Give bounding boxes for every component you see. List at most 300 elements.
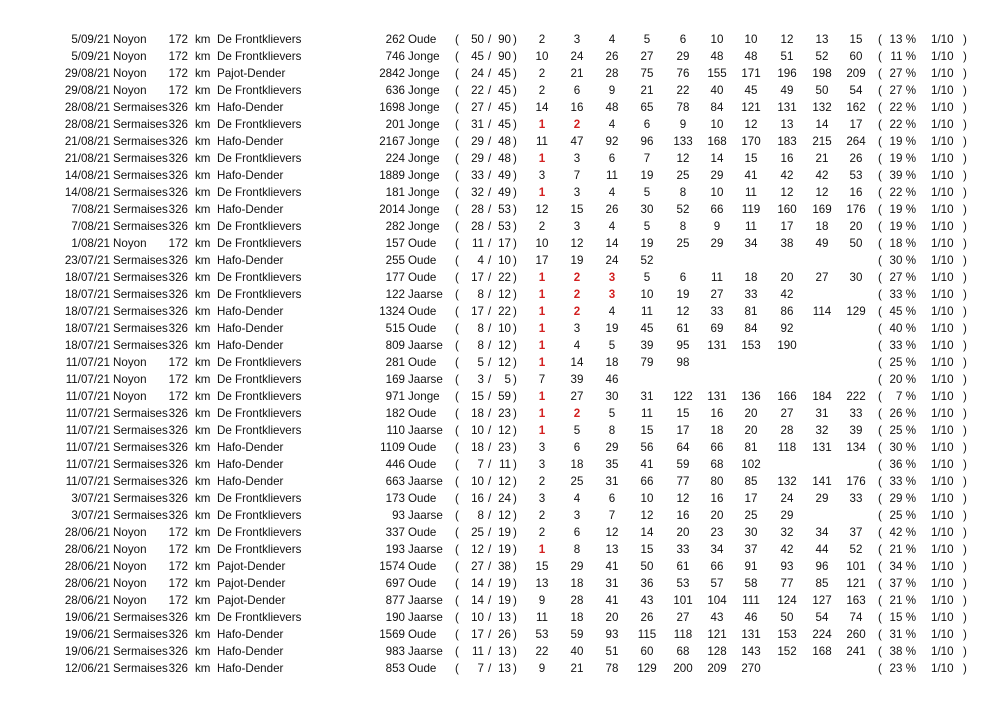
prize-denominator: 45: [498, 101, 511, 114]
count-cell: 262: [385, 33, 405, 46]
place-cell: Sermaises: [113, 271, 168, 284]
placing-value: 24: [570, 50, 584, 63]
placing-value: 39: [849, 424, 863, 437]
placing-value: 169: [812, 203, 832, 216]
placing-value: 33: [849, 407, 863, 420]
place-cell: Sermaises: [113, 628, 168, 641]
percentage-cell: [890, 405, 916, 422]
percentage-cell: [890, 303, 916, 320]
place-cell: Sermaises: [113, 288, 168, 301]
place-cell: Sermaises: [113, 492, 168, 505]
placing-value: 12: [676, 492, 690, 505]
percent-sign: %: [905, 441, 916, 454]
percentage-value: 25: [889, 424, 903, 437]
placing-value: 127: [812, 594, 832, 607]
distance-cell: 326: [168, 509, 188, 522]
date-cell: 11/07/21: [65, 441, 110, 454]
count-cell: 201: [385, 118, 405, 131]
top-placing-value: 3: [608, 288, 616, 301]
ratio-cell: 1/10: [931, 645, 954, 658]
slash: /: [488, 50, 492, 63]
slash: /: [488, 407, 492, 420]
date-cell: 18/07/21: [64, 339, 110, 352]
prize-denominator: 12: [498, 475, 511, 488]
placing-value: 19: [640, 169, 654, 182]
placing-value: 29: [780, 509, 794, 522]
unit-label: km: [195, 203, 211, 216]
placing-value: 52: [815, 50, 829, 63]
close-paren: ): [513, 492, 517, 505]
placing-value: 10: [640, 288, 654, 301]
ratio-cell: 1/10: [931, 254, 954, 267]
percentage-value: 21: [889, 543, 903, 556]
unit-label: km: [195, 475, 211, 488]
close-paren: ): [513, 152, 517, 165]
placing-value: 16: [570, 101, 584, 114]
open-paren: (: [455, 645, 459, 658]
prize-numerator: 31: [471, 118, 484, 131]
placing-value: 98: [676, 356, 690, 369]
date-cell: 28/06/21: [64, 560, 110, 573]
ratio-cell: 1/10: [931, 373, 954, 386]
close-paren: ): [513, 271, 517, 284]
place-cell: Sermaises: [113, 322, 168, 335]
distance-cell: 326: [168, 305, 188, 318]
count-cell: 1889: [379, 169, 405, 182]
close-paren: ): [963, 152, 967, 165]
prize-numerator: 11: [471, 237, 484, 250]
percentage-cell: [890, 626, 916, 643]
count-cell: 809: [385, 339, 405, 352]
percentage-cell: [890, 575, 916, 592]
distance-cell: 326: [168, 169, 188, 182]
open-paren: (: [878, 390, 882, 403]
table-row: [0, 31, 1000, 48]
placing-value: 20: [710, 509, 724, 522]
placing-value: 162: [846, 101, 866, 114]
placing-value: 6: [573, 84, 581, 97]
open-paren: (: [455, 543, 459, 556]
close-paren: ): [513, 84, 517, 97]
place-cell: Sermaises: [113, 407, 168, 420]
slash: /: [488, 492, 492, 505]
percentage-value: 29: [889, 492, 903, 505]
placing-value: 3: [538, 169, 546, 182]
percent-sign: %: [905, 84, 916, 97]
club-cell: Hafo-Dender: [217, 169, 284, 182]
unit-label: km: [195, 305, 211, 318]
placing-value: 209: [846, 67, 866, 80]
close-paren: ): [963, 475, 967, 488]
placing-value: 33: [744, 288, 758, 301]
prize-denominator: 17: [498, 237, 511, 250]
category-cell: Jaarse: [408, 339, 443, 352]
count-cell: 181: [385, 186, 405, 199]
open-paren: (: [455, 356, 459, 369]
close-paren: ): [513, 135, 517, 148]
close-paren: ): [963, 67, 967, 80]
category-cell: Jaarse: [408, 594, 443, 607]
unit-label: km: [195, 271, 211, 284]
percent-sign: %: [905, 390, 916, 403]
distance-cell: 172: [168, 594, 188, 607]
slash: /: [488, 390, 492, 403]
prize-denominator: 10: [498, 322, 511, 335]
placing-value: 29: [605, 441, 619, 454]
club-cell: De Frontklievers: [217, 33, 302, 46]
table-row: [0, 507, 1000, 524]
placing-value: 121: [741, 101, 761, 114]
top-placing-value: 1: [538, 407, 546, 420]
club-cell: Hafo-Dender: [217, 628, 284, 641]
open-paren: (: [878, 543, 882, 556]
percentage-cell: [890, 167, 916, 184]
club-cell: Pajot-Dender: [217, 560, 286, 573]
date-cell: 7/08/21: [71, 203, 110, 216]
percentage-value: 22: [889, 118, 903, 131]
unit-label: km: [195, 560, 211, 573]
count-cell: 93: [392, 509, 405, 522]
ratio-cell: 1/10: [931, 577, 954, 590]
distance-cell: 326: [168, 441, 188, 454]
close-paren: ): [963, 458, 967, 471]
placing-value: 264: [846, 135, 866, 148]
placing-value: 56: [640, 441, 654, 454]
club-cell: De Frontklievers: [217, 84, 302, 97]
percentage-cell: [890, 371, 916, 388]
open-paren: (: [878, 50, 882, 63]
ratio-cell: 1/10: [931, 560, 954, 573]
count-cell: 282: [385, 220, 405, 233]
category-cell: Oude: [408, 492, 437, 505]
placing-value: 28: [605, 67, 619, 80]
club-cell: Hafo-Dender: [217, 305, 284, 318]
open-paren: (: [878, 67, 882, 80]
placing-value: 48: [744, 50, 758, 63]
close-paren: ): [963, 33, 967, 46]
percent-sign: %: [905, 135, 916, 148]
placing-value: 25: [570, 475, 584, 488]
table-row: [0, 371, 1000, 388]
open-paren: (: [878, 322, 882, 335]
placing-value: 6: [643, 118, 651, 131]
placing-value: 131: [777, 101, 797, 114]
placing-value: 3: [573, 220, 581, 233]
placing-value: 31: [605, 475, 619, 488]
club-cell: Hafo-Dender: [217, 203, 284, 216]
distance-cell: 326: [168, 458, 188, 471]
table-row: [0, 626, 1000, 643]
count-cell: 110: [386, 424, 405, 437]
placing-value: 20: [676, 526, 690, 539]
place-cell: Noyon: [113, 84, 147, 97]
percentage-cell: [890, 643, 916, 660]
placing-value: 27: [640, 50, 654, 63]
placing-value: 10: [710, 33, 724, 46]
placing-value: 12: [676, 305, 690, 318]
placing-value: 270: [741, 662, 761, 675]
distance-cell: 172: [168, 84, 188, 97]
prize-denominator: 11: [498, 458, 511, 471]
placing-value: 17: [676, 424, 690, 437]
club-cell: Hafo-Dender: [217, 458, 284, 471]
placing-value: 184: [812, 390, 832, 403]
top-placing-value: 1: [538, 118, 546, 131]
percent-sign: %: [905, 526, 916, 539]
table-row: [0, 184, 1000, 201]
place-cell: Sermaises: [113, 101, 168, 114]
percent-sign: %: [905, 577, 916, 590]
close-paren: ): [513, 475, 517, 488]
slash: /: [488, 322, 492, 335]
placing-value: 166: [777, 390, 797, 403]
place-cell: Sermaises: [113, 118, 168, 131]
open-paren: (: [878, 594, 882, 607]
placing-value: 2: [538, 475, 546, 488]
close-paren: ): [513, 322, 517, 335]
placing-value: 9: [538, 662, 546, 675]
placing-value: 31: [605, 577, 619, 590]
category-cell: Jaarse: [408, 424, 443, 437]
club-cell: Hafo-Dender: [217, 475, 284, 488]
prize-numerator: 22: [471, 84, 484, 97]
slash: /: [488, 373, 492, 386]
percentage-cell: [890, 269, 916, 286]
place-cell: Noyon: [113, 577, 147, 590]
unit-label: km: [195, 492, 211, 505]
slash: /: [488, 662, 492, 675]
placing-value: 20: [744, 407, 758, 420]
prize-denominator: 13: [498, 611, 511, 624]
placing-value: 200: [673, 662, 693, 675]
open-paren: (: [455, 271, 459, 284]
date-cell: 11/07/21: [65, 424, 110, 437]
placing-value: 86: [780, 305, 794, 318]
place-cell: Noyon: [113, 373, 147, 386]
prize-denominator: 5: [504, 373, 511, 386]
slash: /: [488, 611, 492, 624]
percent-sign: %: [905, 322, 916, 335]
date-cell: 11/07/21: [65, 407, 110, 420]
category-cell: Jaarse: [408, 611, 443, 624]
slash: /: [488, 237, 492, 250]
top-placing-value: 1: [538, 390, 546, 403]
prize-denominator: 38: [498, 560, 511, 573]
placing-value: 26: [640, 611, 654, 624]
placing-value: 30: [744, 526, 758, 539]
unit-label: km: [195, 509, 211, 522]
placing-value: 12: [640, 509, 654, 522]
open-paren: (: [455, 67, 459, 80]
placing-value: 10: [535, 50, 549, 63]
open-paren: (: [878, 458, 882, 471]
slash: /: [488, 186, 492, 199]
placing-value: 8: [679, 186, 687, 199]
placing-value: 20: [744, 424, 758, 437]
unit-label: km: [195, 441, 211, 454]
prize-denominator: 12: [498, 288, 511, 301]
percentage-value: 25: [889, 356, 903, 369]
category-cell: Jonge: [408, 50, 440, 63]
placing-value: 12: [780, 33, 794, 46]
placing-value: 170: [741, 135, 761, 148]
placing-value: 17: [744, 492, 758, 505]
count-cell: 515: [385, 322, 405, 335]
percentage-value: 33: [889, 475, 903, 488]
percentage-value: 31: [889, 628, 903, 641]
date-cell: 11/07/21: [65, 373, 110, 386]
prize-denominator: 24: [498, 492, 511, 505]
prize-numerator: 8: [477, 339, 484, 352]
ratio-cell: 1/10: [931, 594, 954, 607]
percent-sign: %: [905, 203, 916, 216]
percent-sign: %: [905, 237, 916, 250]
club-cell: De Frontklievers: [217, 543, 302, 556]
percentage-cell: [890, 82, 916, 99]
date-cell: 28/08/21: [64, 101, 110, 114]
ratio-cell: 1/10: [931, 67, 954, 80]
placing-value: 176: [846, 475, 866, 488]
placing-value: 4: [573, 339, 581, 352]
ratio-cell: 1/10: [931, 169, 954, 182]
place-cell: Noyon: [113, 50, 147, 63]
count-cell: 157: [385, 237, 405, 250]
slash: /: [488, 628, 492, 641]
percentage-value: 26: [889, 407, 903, 420]
placing-value: 61: [676, 560, 690, 573]
placing-value: 53: [849, 169, 863, 182]
distance-cell: 326: [168, 203, 188, 216]
open-paren: (: [455, 169, 459, 182]
date-cell: 3/07/21: [71, 492, 110, 505]
open-paren: (: [878, 407, 882, 420]
distance-cell: 172: [168, 356, 188, 369]
placing-value: 34: [815, 526, 829, 539]
club-cell: De Frontklievers: [217, 152, 302, 165]
placing-value: 8: [679, 220, 687, 233]
close-paren: ): [963, 50, 967, 63]
placing-value: 13: [605, 543, 619, 556]
unit-label: km: [195, 390, 211, 403]
count-cell: 877: [385, 594, 405, 607]
slash: /: [488, 288, 492, 301]
placing-value: 131: [707, 339, 727, 352]
prize-numerator: 7: [477, 662, 484, 675]
placing-value: 131: [741, 628, 761, 641]
placing-value: 44: [815, 543, 829, 556]
unit-label: km: [195, 169, 211, 182]
placing-value: 102: [741, 458, 761, 471]
placing-value: 7: [608, 509, 616, 522]
placing-value: 64: [676, 441, 690, 454]
open-paren: (: [455, 322, 459, 335]
placing-value: 77: [780, 577, 794, 590]
category-cell: Jaarse: [408, 373, 443, 386]
distance-cell: 172: [168, 373, 188, 386]
prize-numerator: 7: [477, 458, 484, 471]
slash: /: [488, 543, 492, 556]
club-cell: Pajot-Dender: [217, 67, 286, 80]
ratio-cell: 1/10: [931, 322, 954, 335]
placing-value: 66: [640, 475, 654, 488]
placing-value: 27: [780, 407, 794, 420]
count-cell: 281: [385, 356, 405, 369]
percentage-cell: [890, 490, 916, 507]
placing-value: 8: [573, 543, 581, 556]
close-paren: ): [513, 67, 517, 80]
date-cell: 28/08/21: [64, 118, 110, 131]
open-paren: (: [455, 186, 459, 199]
close-paren: ): [963, 101, 967, 114]
unit-label: km: [195, 186, 211, 199]
slash: /: [488, 169, 492, 182]
category-cell: Oude: [408, 407, 437, 420]
placing-value: 42: [780, 288, 794, 301]
open-paren: (: [455, 458, 459, 471]
placing-value: 28: [780, 424, 794, 437]
place-cell: Noyon: [113, 356, 147, 369]
placing-value: 27: [676, 611, 690, 624]
ratio-cell: 1/10: [931, 526, 954, 539]
ratio-cell: 1/10: [931, 543, 954, 556]
placing-value: 50: [849, 237, 863, 250]
close-paren: ): [513, 543, 517, 556]
category-cell: Oude: [408, 577, 437, 590]
placing-value: 41: [605, 560, 619, 573]
close-paren: ): [513, 203, 517, 216]
date-cell: 28/06/21: [64, 526, 110, 539]
percent-sign: %: [905, 50, 916, 63]
placing-value: 80: [710, 475, 724, 488]
slash: /: [488, 560, 492, 573]
ratio-cell: 1/10: [931, 424, 954, 437]
unit-label: km: [195, 356, 211, 369]
placing-value: 51: [605, 645, 619, 658]
ratio-cell: 1/10: [931, 50, 954, 63]
placing-value: 11: [535, 611, 549, 624]
category-cell: Jonge: [408, 203, 440, 216]
placing-value: 118: [673, 628, 693, 641]
category-cell: Oude: [408, 237, 437, 250]
ratio-cell: 1/10: [931, 339, 954, 352]
placing-value: 66: [710, 203, 724, 216]
placing-value: 59: [676, 458, 690, 471]
placing-value: 3: [573, 509, 581, 522]
table-row: [0, 558, 1000, 575]
placing-value: 14: [640, 526, 654, 539]
open-paren: (: [878, 560, 882, 573]
prize-numerator: 10: [471, 475, 484, 488]
placing-value: 10: [710, 118, 724, 131]
unit-label: km: [195, 662, 211, 675]
slash: /: [488, 645, 492, 658]
count-cell: 663: [385, 475, 405, 488]
club-cell: Pajot-Dender: [217, 577, 286, 590]
distance-cell: 326: [168, 339, 188, 352]
placing-value: 124: [777, 594, 797, 607]
open-paren: (: [455, 135, 459, 148]
category-cell: Jonge: [408, 152, 440, 165]
date-cell: 14/08/21: [64, 186, 110, 199]
placing-value: 58: [744, 577, 758, 590]
count-cell: 1569: [379, 628, 405, 641]
distance-cell: 326: [168, 407, 188, 420]
placing-value: 75: [640, 67, 654, 80]
placing-value: 66: [710, 560, 724, 573]
table-row: [0, 388, 1000, 405]
club-cell: Hafo-Dender: [217, 441, 284, 454]
slash: /: [488, 220, 492, 233]
